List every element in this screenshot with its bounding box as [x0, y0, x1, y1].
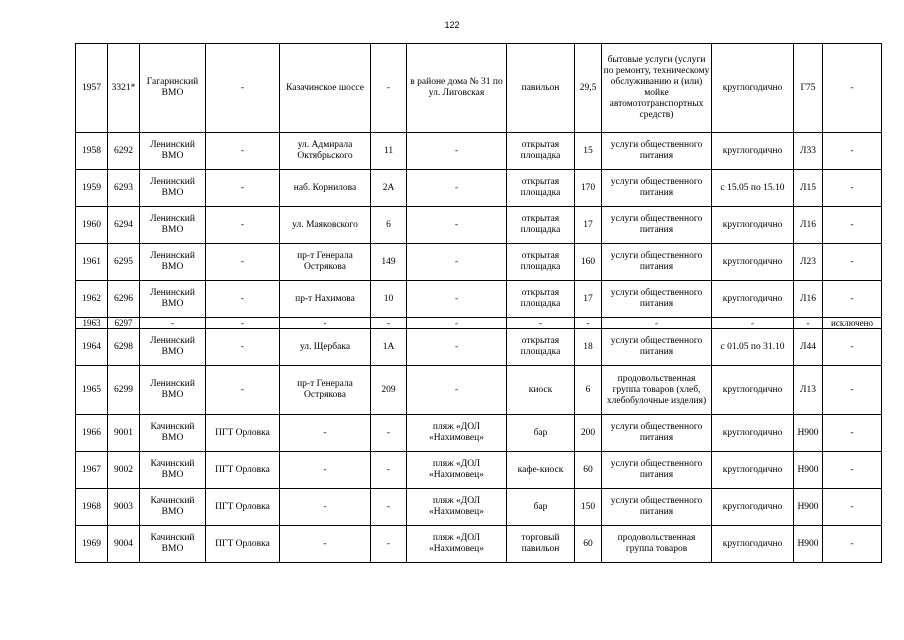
cell-settlement: - [206, 318, 280, 329]
cell-area: 170 [575, 170, 602, 207]
cell-settlement: - [206, 366, 280, 415]
table-row [76, 329, 882, 366]
cell-scheme: Л44 [794, 329, 823, 366]
cell-landmark: - [407, 318, 507, 329]
cell-settlement: - [206, 44, 280, 133]
cell-house: - [371, 489, 407, 526]
cell-id: 3321* [108, 44, 140, 133]
cell-district: Гагаринский ВМО [140, 44, 206, 133]
cell-settlement: ПГТ Орловка [206, 489, 280, 526]
cell-num: 1960 [76, 207, 108, 244]
cell-id: 6292 [108, 133, 140, 170]
cell-num: 1965 [76, 366, 108, 415]
cell-scheme: Л33 [794, 133, 823, 170]
cell-area: 200 [575, 415, 602, 452]
cell-scheme: Л16 [794, 207, 823, 244]
cell-note: - [823, 526, 882, 563]
cell-district: Качинский ВМО [140, 452, 206, 489]
cell-note: - [823, 415, 882, 452]
cell-period: круглогодично [712, 133, 794, 170]
cell-specialization: бытовые услуги (услуги по ремонту, техническому обслуживанию и (или) мойке автомототранспортных средств) [602, 44, 712, 133]
cell-house: 209 [371, 366, 407, 415]
cell-house: 2А [371, 170, 407, 207]
cell-street: ул. Маяковского [280, 207, 371, 244]
cell-num: 1964 [76, 329, 108, 366]
cell-note: - [823, 133, 882, 170]
cell-period: с 01.05 по 31.10 [712, 329, 794, 366]
cell-district: Ленинский ВМО [140, 133, 206, 170]
cell-area: 60 [575, 526, 602, 563]
cell-settlement: - [206, 281, 280, 318]
cell-id: 6296 [108, 281, 140, 318]
cell-street: наб. Корнилова [280, 170, 371, 207]
cell-landmark: - [407, 170, 507, 207]
cell-scheme: Н900 [794, 526, 823, 563]
cell-street: ул. Адмирала Октябрьского [280, 133, 371, 170]
cell-type: бар [507, 489, 575, 526]
cell-settlement: ПГТ Орловка [206, 415, 280, 452]
cell-landmark: пляж «ДОЛ «Нахимовец» [407, 489, 507, 526]
cell-type: киоск [507, 366, 575, 415]
cell-area: 150 [575, 489, 602, 526]
table-row [76, 489, 882, 526]
cell-scheme: - [794, 318, 823, 329]
cell-scheme: Г75 [794, 44, 823, 133]
cell-district: Качинский ВМО [140, 415, 206, 452]
cell-specialization: услуги общественного питания [602, 489, 712, 526]
cell-area: 160 [575, 244, 602, 281]
cell-type: открытая площадка [507, 329, 575, 366]
table-row [76, 318, 882, 329]
cell-district: Ленинский ВМО [140, 366, 206, 415]
cell-specialization: услуги общественного питания [602, 244, 712, 281]
cell-landmark: - [407, 133, 507, 170]
cell-house: 149 [371, 244, 407, 281]
cell-num: 1962 [76, 281, 108, 318]
cell-note: - [823, 452, 882, 489]
cell-specialization: услуги общественного питания [602, 170, 712, 207]
cell-street: - [280, 526, 371, 563]
cell-id: 6298 [108, 329, 140, 366]
cell-landmark: - [407, 244, 507, 281]
cell-house: - [371, 452, 407, 489]
cell-type: кафе-киоск [507, 452, 575, 489]
cell-note: - [823, 170, 882, 207]
cell-landmark: - [407, 281, 507, 318]
cell-note: - [823, 44, 882, 133]
cell-house: 11 [371, 133, 407, 170]
table-row [76, 44, 882, 133]
cell-scheme: Н900 [794, 415, 823, 452]
cell-landmark: пляж «ДОЛ «Нахимовец» [407, 415, 507, 452]
cell-settlement: - [206, 133, 280, 170]
cell-district: Качинский ВМО [140, 489, 206, 526]
cell-note: - [823, 366, 882, 415]
cell-type: открытая площадка [507, 133, 575, 170]
cell-period: - [712, 318, 794, 329]
cell-landmark: - [407, 366, 507, 415]
cell-landmark: пляж «ДОЛ «Нахимовец» [407, 526, 507, 563]
cell-id: 9001 [108, 415, 140, 452]
cell-id: 6295 [108, 244, 140, 281]
cell-note: - [823, 329, 882, 366]
cell-house: - [371, 415, 407, 452]
registry-table [75, 43, 882, 563]
cell-district: Ленинский ВМО [140, 281, 206, 318]
cell-note: - [823, 207, 882, 244]
table-row [76, 415, 882, 452]
cell-num: 1958 [76, 133, 108, 170]
table-row [76, 133, 882, 170]
cell-specialization: услуги общественного питания [602, 133, 712, 170]
cell-scheme: Н900 [794, 489, 823, 526]
page-number: 122 [444, 20, 460, 30]
table-row [76, 526, 882, 563]
cell-period: круглогодично [712, 366, 794, 415]
cell-district: - [140, 318, 206, 329]
table-row [76, 452, 882, 489]
cell-house: - [371, 44, 407, 133]
cell-scheme: Н900 [794, 452, 823, 489]
cell-area: 6 [575, 366, 602, 415]
cell-period: круглогодично [712, 489, 794, 526]
cell-type: павильон [507, 44, 575, 133]
cell-street: - [280, 415, 371, 452]
cell-period: круглогодично [712, 526, 794, 563]
cell-period: круглогодично [712, 44, 794, 133]
cell-settlement: ПГТ Орловка [206, 526, 280, 563]
cell-area: 18 [575, 329, 602, 366]
cell-area: 29,5 [575, 44, 602, 133]
cell-landmark: в районе дома № 31 по ул. Лиговская [407, 44, 507, 133]
cell-scheme: Л16 [794, 281, 823, 318]
cell-id: 6294 [108, 207, 140, 244]
cell-specialization: услуги общественного питания [602, 207, 712, 244]
cell-district: Ленинский ВМО [140, 170, 206, 207]
cell-specialization: продовольственная группа товаров [602, 526, 712, 563]
cell-note: - [823, 281, 882, 318]
cell-house: 10 [371, 281, 407, 318]
cell-id: 9003 [108, 489, 140, 526]
cell-landmark: - [407, 329, 507, 366]
cell-num: 1963 [76, 318, 108, 329]
cell-street: - [280, 452, 371, 489]
table-row [76, 281, 882, 318]
cell-district: Ленинский ВМО [140, 207, 206, 244]
cell-period: круглогодично [712, 415, 794, 452]
table-row [76, 366, 882, 415]
cell-id: 6293 [108, 170, 140, 207]
cell-area: 60 [575, 452, 602, 489]
cell-id: 6299 [108, 366, 140, 415]
cell-type: - [507, 318, 575, 329]
cell-landmark: - [407, 207, 507, 244]
cell-landmark: пляж «ДОЛ «Нахимовец» [407, 452, 507, 489]
cell-house: - [371, 318, 407, 329]
cell-house: - [371, 526, 407, 563]
cell-settlement: - [206, 329, 280, 366]
cell-period: с 15.05 по 15.10 [712, 170, 794, 207]
cell-num: 1961 [76, 244, 108, 281]
cell-num: 1968 [76, 489, 108, 526]
cell-street: - [280, 318, 371, 329]
cell-district: Ленинский ВМО [140, 329, 206, 366]
cell-type: открытая площадка [507, 244, 575, 281]
cell-house: 6 [371, 207, 407, 244]
cell-settlement: ПГТ Орловка [206, 452, 280, 489]
cell-settlement: - [206, 207, 280, 244]
cell-type: бар [507, 415, 575, 452]
cell-note: - [823, 244, 882, 281]
cell-scheme: Л13 [794, 366, 823, 415]
cell-specialization: услуги общественного питания [602, 281, 712, 318]
cell-id: 6297 [108, 318, 140, 329]
cell-id: 9002 [108, 452, 140, 489]
cell-note: исключено [823, 318, 882, 329]
cell-num: 1966 [76, 415, 108, 452]
cell-settlement: - [206, 170, 280, 207]
cell-period: круглогодично [712, 207, 794, 244]
cell-type: открытая площадка [507, 281, 575, 318]
cell-id: 9004 [108, 526, 140, 563]
cell-specialization: продовольственная группа товаров (хлеб, хлебобулочные изделия) [602, 366, 712, 415]
cell-num: 1969 [76, 526, 108, 563]
table-row [76, 207, 882, 244]
cell-area: - [575, 318, 602, 329]
cell-area: 15 [575, 133, 602, 170]
cell-street: - [280, 489, 371, 526]
cell-scheme: Л15 [794, 170, 823, 207]
cell-street: ул. Щербака [280, 329, 371, 366]
cell-district: Качинский ВМО [140, 526, 206, 563]
cell-specialization: услуги общественного питания [602, 329, 712, 366]
table-row [76, 170, 882, 207]
cell-period: круглогодично [712, 244, 794, 281]
cell-street: пр-т Генерала Острякова [280, 366, 371, 415]
cell-type: открытая площадка [507, 207, 575, 244]
cell-type: торговый павильон [507, 526, 575, 563]
cell-type: открытая площадка [507, 170, 575, 207]
cell-street: Казачинское шоссе [280, 44, 371, 133]
cell-note: - [823, 489, 882, 526]
cell-num: 1959 [76, 170, 108, 207]
cell-area: 17 [575, 207, 602, 244]
cell-period: круглогодично [712, 452, 794, 489]
cell-settlement: - [206, 244, 280, 281]
cell-scheme: Л23 [794, 244, 823, 281]
cell-district: Ленинский ВМО [140, 244, 206, 281]
cell-period: круглогодично [712, 281, 794, 318]
cell-street: пр-т Нахимова [280, 281, 371, 318]
cell-num: 1957 [76, 44, 108, 133]
cell-area: 17 [575, 281, 602, 318]
cell-house: 1А [371, 329, 407, 366]
table-row [76, 244, 882, 281]
cell-num: 1967 [76, 452, 108, 489]
cell-street: пр-т Генерала Острякова [280, 244, 371, 281]
cell-specialization: услуги общественного питания [602, 452, 712, 489]
cell-specialization: услуги общественного питания [602, 415, 712, 452]
cell-specialization: - [602, 318, 712, 329]
